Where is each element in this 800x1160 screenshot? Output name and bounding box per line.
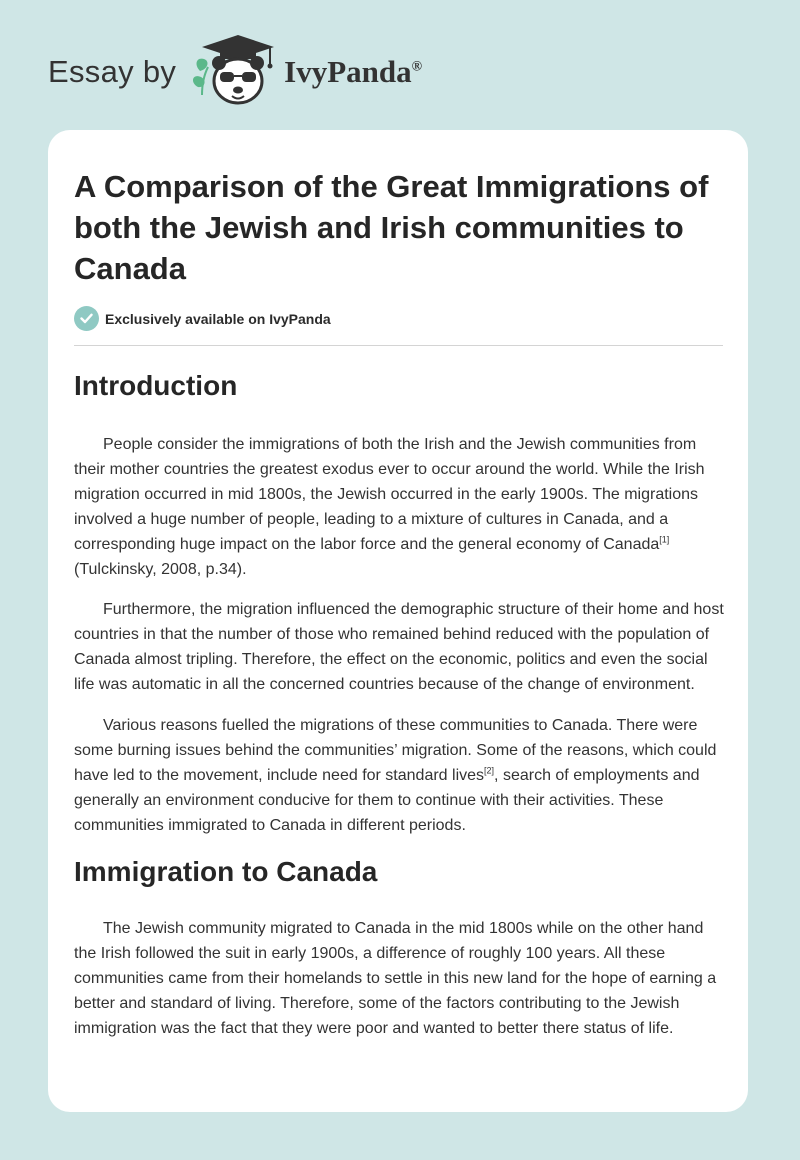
site-header bbox=[48, 32, 422, 112]
footnote-ref-2[interactable]: [2] bbox=[484, 765, 495, 776]
brand-name: IvyPanda® bbox=[284, 54, 423, 89]
essay-body bbox=[74, 366, 724, 1041]
panda-graduation-cap-logo-icon bbox=[190, 31, 276, 114]
paragraph: The Jewish community migrated to Canada in the mid 1800s while on the other hand the Irish followed the suit in early 1900s, a difference of roughly 100 years. All these communities came from their homelands to settle in this new land for the hope of earning a better and standard of living. Therefore, some of the factors contributing to the Jewish immigration was the fact that they were poor and wanted to better there status of life. bbox=[74, 920, 717, 1037]
section-heading-introduction: Introduction bbox=[74, 370, 238, 401]
section-heading-immigration-to-canada: Immigration to Canada bbox=[74, 856, 378, 887]
essay-card bbox=[48, 130, 748, 1112]
exclusive-badge bbox=[74, 306, 331, 331]
exclusive-label: Exclusively available on IvyPanda bbox=[105, 310, 331, 327]
paragraph: Furthermore, the migration influenced the demographic structure of their home and host countries in that the number of those who remained behind reduced with the population of Canada almost tripling. Therefore, the effect on the economic, politics and even the social life was automatic in all the concerned countries because of the change of environment. bbox=[74, 601, 724, 693]
essay-title: A Comparison of the Great Immigrations of both the Jewish and Irish communities to Canada bbox=[74, 169, 709, 286]
registered-mark: ® bbox=[411, 59, 423, 75]
ivypanda-logo[interactable] bbox=[190, 31, 422, 114]
essay-by-label: Essay by bbox=[48, 54, 177, 89]
checkmark-circle-icon bbox=[74, 306, 99, 331]
paragraph: Various reasons fuelled the migrations of these communities to Canada. There were some burning issues behind the communities’ migration. Some of the reasons, which could have led to the movement, include need for standard lives[2], search of employments and generally an environment conducive for them to continue with their activities. These communities immigrated to Canada in different periods. bbox=[74, 717, 717, 834]
paragraph: People consider the immigrations of both the Irish and the Jewish communities from their mother countries the greatest exodus ever to occur around the world. While the Irish migration occurred in mid 1800s, the Jewish occurred in the early 1900s. The migrations involved a huge number of people, leading to a mixture of cultures in Canada, and a corresponding huge impact on the labor force and the general economy of Canada[1] (Tulckinsky, 2008, p.34). bbox=[74, 436, 705, 578]
title-divider bbox=[74, 345, 723, 346]
footnote-ref-1[interactable]: [1] bbox=[659, 534, 670, 545]
